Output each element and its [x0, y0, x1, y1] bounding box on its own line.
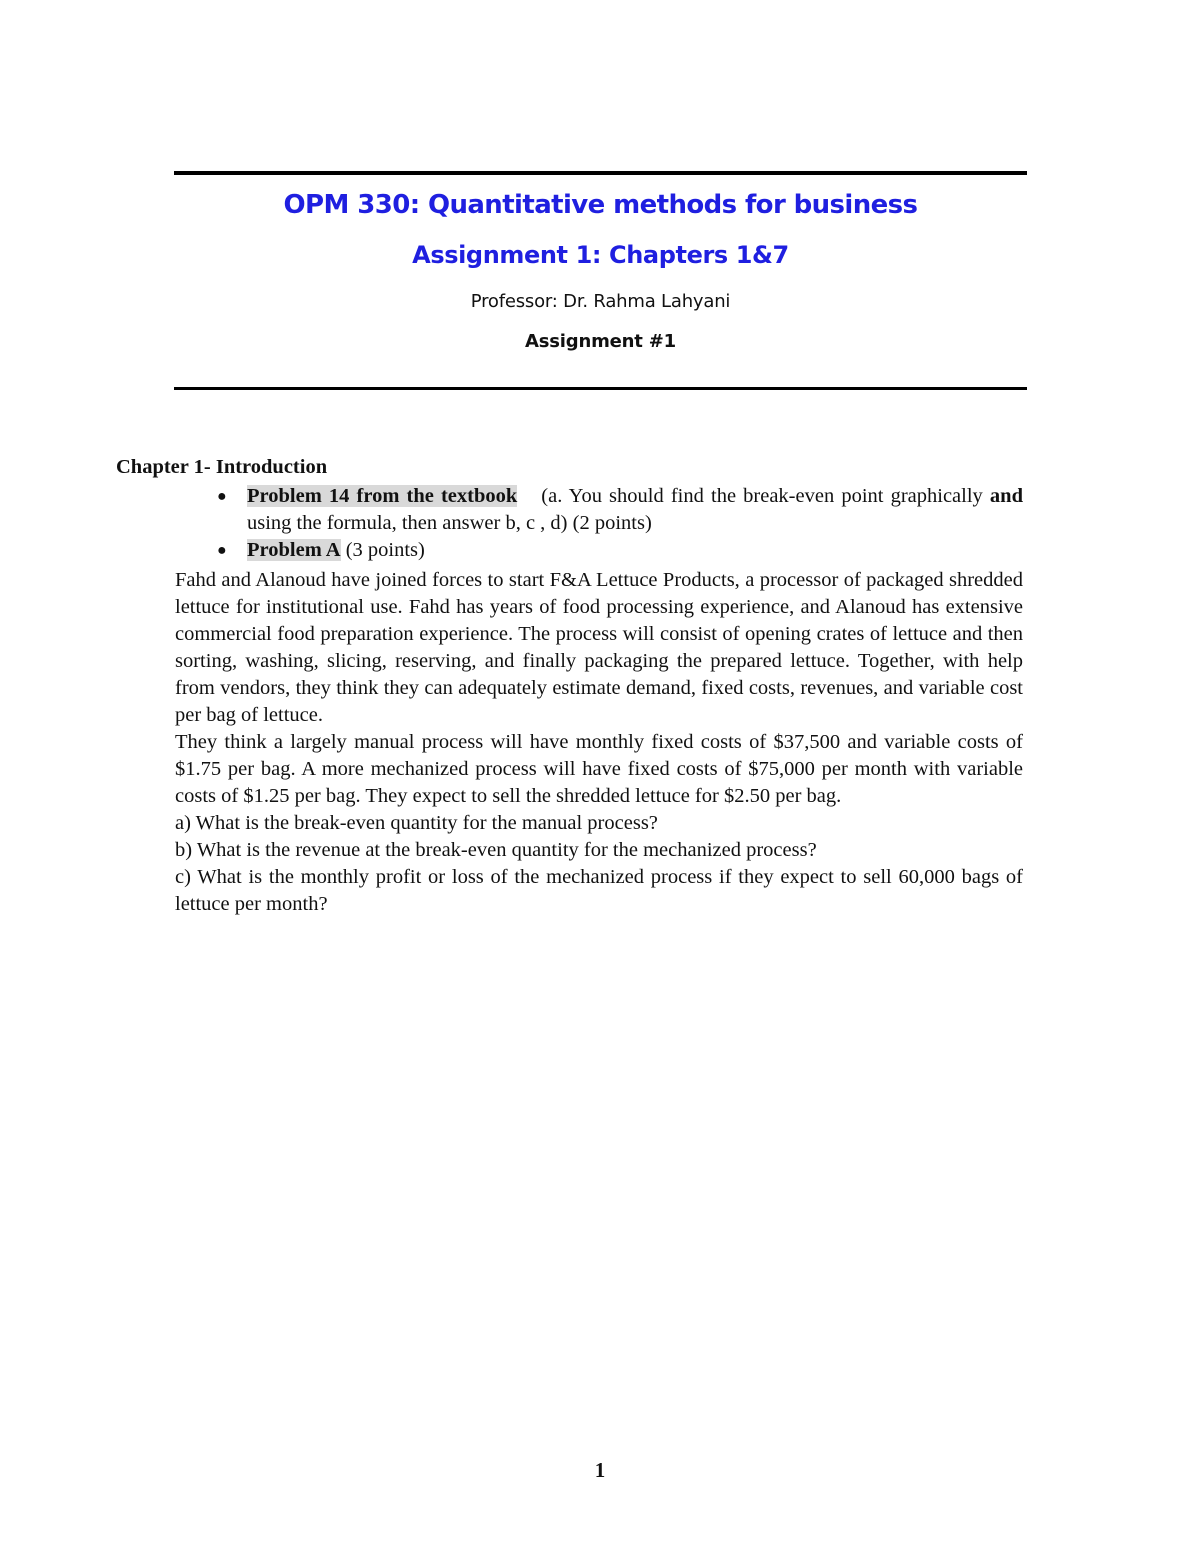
problem-list: [217, 483, 1023, 564]
problem-a-body: [175, 567, 1023, 918]
page-number: 1: [594, 1458, 606, 1482]
bullet-dot-icon: ●: [217, 488, 227, 505]
part-a-open: (a.: [541, 485, 563, 507]
problem-a-question-c: c) What is the monthly profit or loss of the mechanized process if they expect to sell 60,000 bags of lettuce per month?: [175, 866, 1023, 915]
chapter-heading: Chapter 1- Introduction: [116, 456, 328, 478]
professor-line: Professor: Dr. Rahma Lahyani: [470, 291, 731, 312]
course-title: OPM 330: Quantitative methods for business: [283, 190, 918, 220]
problem-14-bold-word: and: [989, 485, 1023, 507]
header-bottom-rule: [174, 387, 1027, 390]
assignment-number: Assignment #1: [525, 331, 676, 352]
list-item-problem-14: [217, 483, 1023, 537]
list-item-problem-a: [217, 537, 1023, 564]
problem-14-text-before: You should find the break-even point graphically: [562, 485, 990, 507]
problem-a-question-a: a) What is the break-even quantity for the manual process?: [175, 812, 658, 834]
bullet-dot-icon: ●: [217, 542, 227, 559]
problem-14-text-after: using the formula, then answer b, c , d) (2 points): [247, 512, 652, 534]
problem-a-label: Problem A: [247, 539, 341, 561]
header-top-rule: [174, 171, 1027, 175]
assignment-title: Assignment 1: Chapters 1&7: [412, 241, 789, 269]
problem-a-question-b: b) What is the revenue at the break-even quantity for the mechanized process?: [175, 839, 817, 861]
problem-a-paragraph-costs: They think a largely manual process will have monthly fixed costs of $37,500 and variable costs of $1.75 per bag. A more mechanized process will have fixed costs of $75,000 per month with variable costs of $1.25 per bag. They expect to sell the shredded lettuce for $2.50 per bag.: [175, 731, 1023, 807]
problem-14-label: Problem 14 from the textbook: [247, 485, 518, 507]
problem-a-points: (3 points): [340, 539, 425, 561]
problem-a-paragraph-intro: Fahd and Alanoud have joined forces to start F&A Lettuce Products, a processor of packaged shredded lettuce for institutional use. Fahd has years of food processing experience, and Alanoud has extensive commercial food preparation experience. The process will consist of opening crates of lettuce and then sorting, washing, slicing, reserving, and finally packaging the prepared lettuce. Together, with help from vendors, they think they can adequately estimate demand, fixed costs, revenues, and variable cost per bag of lettuce.: [175, 569, 1023, 726]
